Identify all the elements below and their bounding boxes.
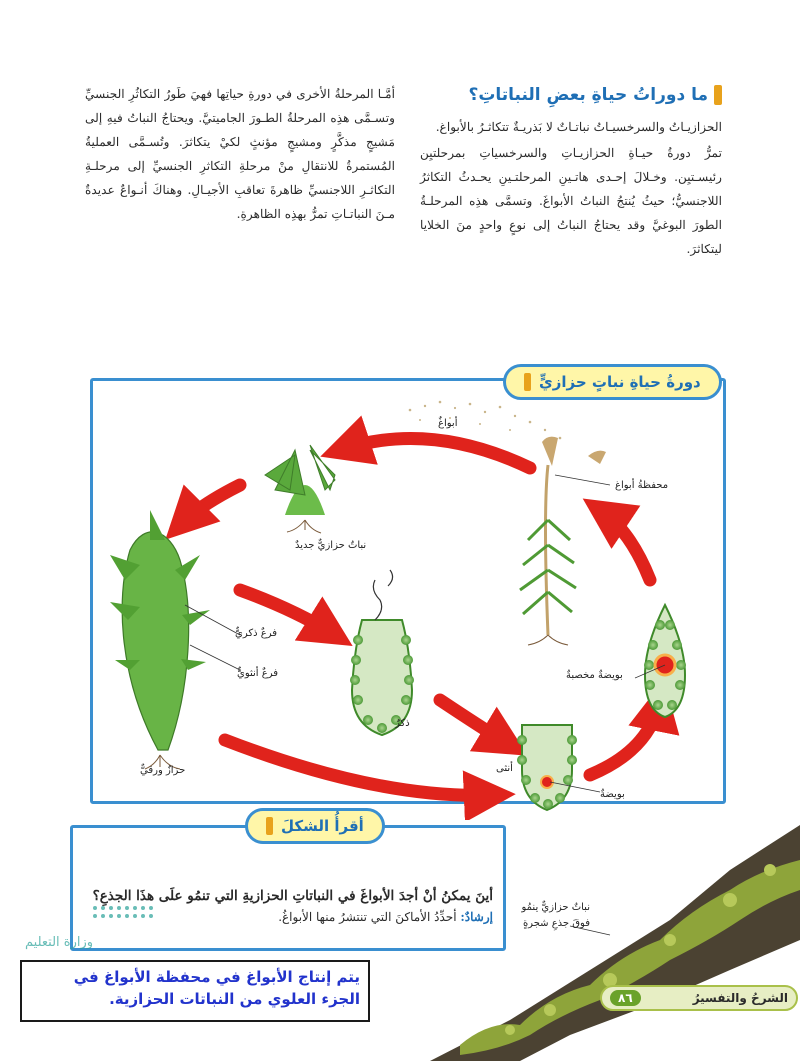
label-female-branch: فرعٌ أنثويٌّ [237, 668, 279, 679]
alternation-section [85, 82, 395, 228]
female-organ [517, 725, 577, 810]
label-new-moss: نباتٌ حزازيٌّ جديدٌ [295, 540, 367, 551]
new-moss-plant [265, 445, 335, 533]
label-fertilized-egg: بويضةٌ مخصبةٌ [566, 670, 623, 681]
arrow-new-to-leafy [180, 485, 240, 525]
label-male-branch: فرعٌ ذكريٌّ [235, 628, 278, 639]
section-heading-text: ما دوراتُ حياةِ بعضِ النباتاتِ؟ [468, 85, 708, 105]
cycle-arrows [180, 438, 660, 795]
arrow-to-fertilized [590, 700, 660, 775]
label-egg: بويضةٌ [600, 789, 625, 800]
paragraph-alternation: أمَّـا المرحلةُ الأخرى في دورةِ حياتِها فهيَ طَورُ التكاثُرِ الجنسيِّ وتسـمَّى هذِه المرحلةُ الطـورَ الجاميتيَّ. ويحتاجُ النباتُ فيهِ إلى مَشيجٍ مذكَّرٍ ومشيجٍ مؤنثٍ لكيْ يتكاثرَ. وتُسـمَّى العمليةُ المُستمرةُ للانتقالِ منْ مرحلةِ التكاثرِ الجنسيِّ إلى مرحلـةِ التكاثـرِ اللاجنسيِّ ظاهرةَ تعاقبِ الأجيـالِ. وهناكَ أنـواعٌ عديدةٌ مـنَ النباتـاتِ تمرُّ بهذِه الظاهرةِ. [85, 87, 395, 221]
label-spores: أبواغٌ [438, 418, 458, 429]
read-figure-title: أقرأُ الشكلَ [281, 817, 364, 835]
answer-note: يتم إنتاج الأبواغ في محفظة الأبواغ في الجزء العلوي من النباتات الحزازية. [20, 960, 370, 1022]
life-cycle-illustration [90, 380, 725, 820]
label-leafy-moss: حزازٌ ورقيٌّ [140, 765, 186, 776]
paragraph-life-cycle: تمرُّ دورةُ حيـاةِ الحزازيـاتِ والسرخسياتِ بمرحلتيِن رئيسـتيِن. وخـلالَ إحـدى هاتـينِ المرحلتـينِ يحـدثُ التكاثرُ اللاجنسيُّ؛ حيثُ يُنتجُ النباتُ الأبواغَ. وتسمَّى هذِه المرحلـةُ الطورَ البوغيَّ وقد يحتاجُ النباتُ إلى نوعٍ واحدٍ منَ الخلايا ليتكاثرَ. [420, 146, 722, 256]
watermark-logo [85, 900, 175, 930]
label-male: ذكرٌ [395, 718, 410, 729]
male-organ [350, 570, 414, 735]
photo-caption: نباتٌ حزازيٌّ ينمُو فوقَ جذعِ شجرةٍ [521, 902, 590, 929]
arrow-zygote-to-sporophyte [600, 510, 650, 580]
arrow-male-to-female [440, 700, 510, 745]
read-figure-marker [266, 817, 273, 835]
hint-label: إرشادٌ: [460, 910, 493, 924]
section-heading [420, 85, 722, 105]
page-footer [600, 985, 798, 1011]
read-figure-question: أينَ يمكنُ أنْ أجدَ الأبواغَ في النباتاتِ الحزازيةِ التي تنمُو علَى هذَا الجذعِ؟ [92, 888, 493, 904]
label-female: أنثى [496, 763, 513, 774]
label-capsule: محفظةُ أبواغ [615, 480, 669, 491]
arrow-female-branch [225, 740, 495, 795]
diagram-title: دورةُ حياةِ نباتٍ حزازيٍّ [539, 373, 701, 391]
read-figure-tab [245, 808, 385, 844]
watermark: وزارة التعليم [25, 935, 94, 950]
footer-label: الشرحُ والتفسيرُ [692, 991, 788, 1005]
heading-marker [714, 85, 722, 105]
leafy-moss-plant [110, 510, 210, 769]
intro-section [420, 85, 722, 263]
arrow-spores-to-new [340, 438, 530, 468]
page-number: ٨٦ [610, 990, 641, 1006]
fertilized-egg-organ [644, 605, 686, 717]
paragraph-intro: الحزازيـاتُ والسرخسيـاتُ نباتـاتٌ لا بَذريـةٌ تتكاثـرُ بالأبواغ. [435, 120, 722, 134]
hint-text: أحدِّدُ الأماكنَ التي تنتشرُ منها الأبواغُ. [278, 910, 457, 924]
